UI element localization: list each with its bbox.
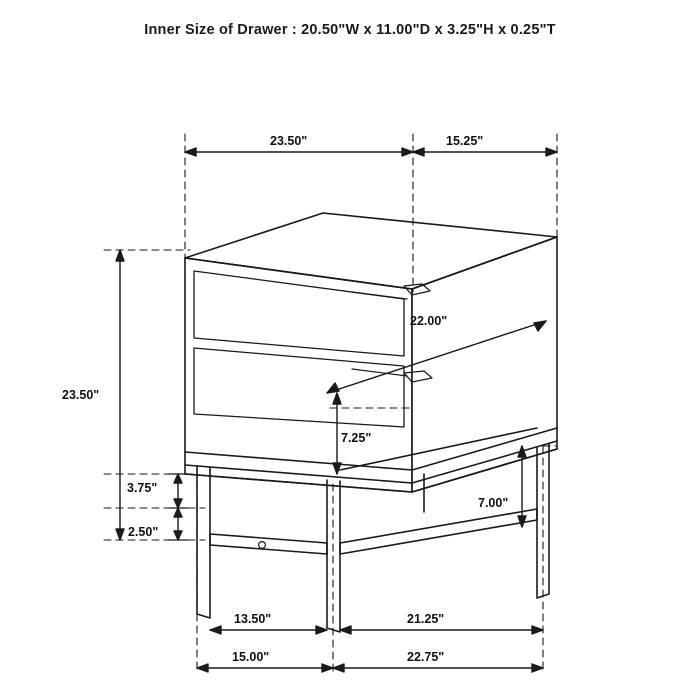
dimension-label-top-side-depth: 15.25": [446, 134, 484, 148]
dimension-label-drawer-front-width: 22.00": [410, 314, 448, 328]
dimension-label-leg-upper-height: 3.75": [127, 481, 158, 495]
dimension-label-base-front-outer: 15.00": [232, 650, 270, 664]
dimension-label-base-overall-depth: 22.75": [407, 650, 445, 664]
dimension-label-top-front-width: 23.50": [270, 134, 308, 148]
dimension-label-base-front-inner: 13.50": [234, 612, 272, 626]
page-title: Inner Size of Drawer : 20.50"W x 11.00"D x 3.25"H x 0.25"T: [144, 22, 556, 38]
dimension-label-base-side-depth: 21.25": [407, 612, 445, 626]
dimension-label-overall-height: 23.50": [62, 388, 100, 402]
dimension-label-drawer-stack-height: 7.25": [341, 431, 372, 445]
dimension-label-side-leg-height: 7.00": [478, 496, 509, 510]
dimension-label-leg-lower-height: 2.50": [128, 525, 159, 539]
